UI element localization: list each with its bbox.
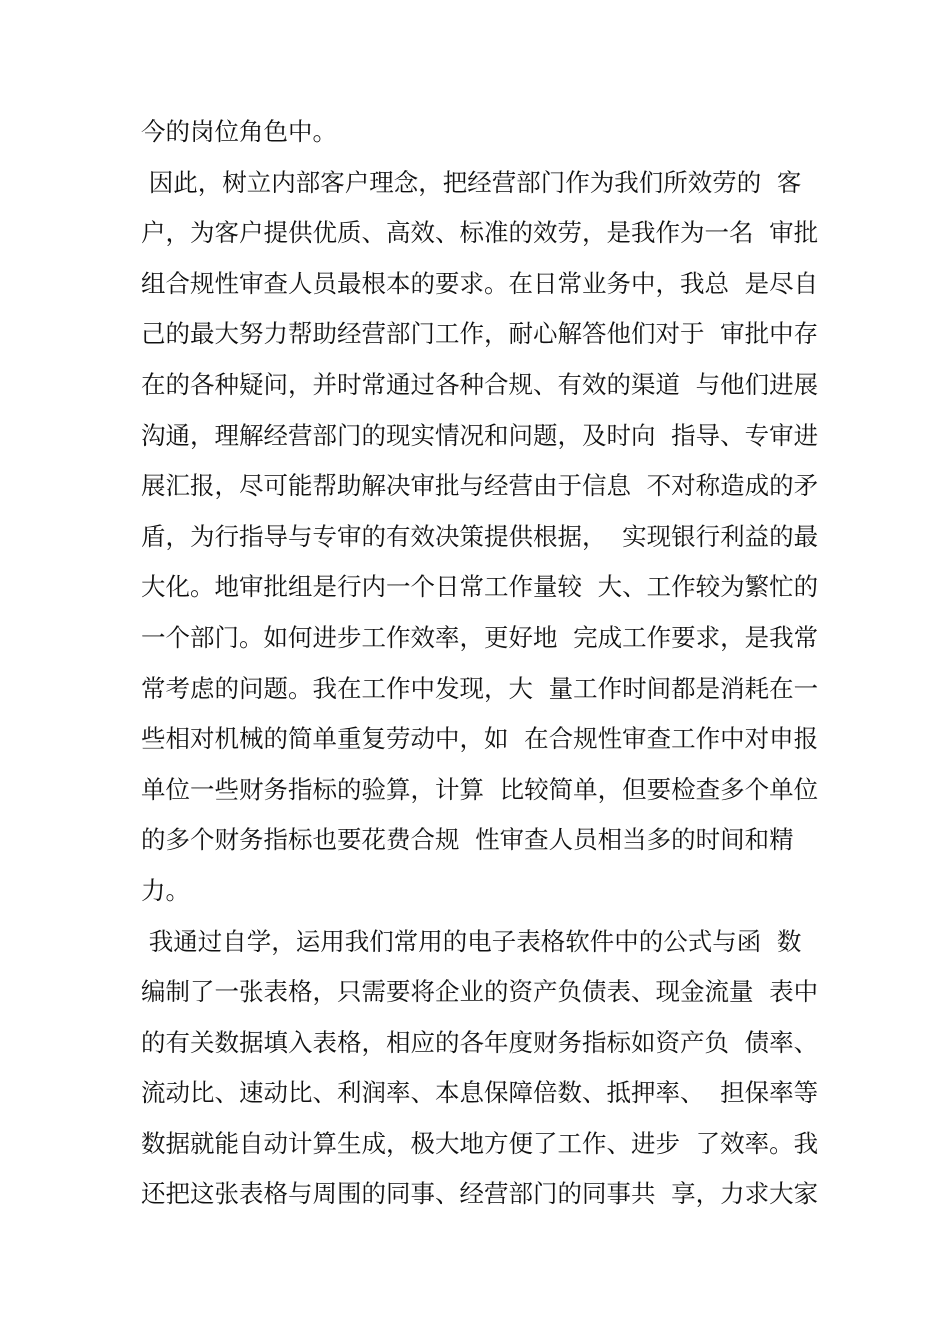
text-line: 因此，树立内部客户理念，把经营部门作为我们所效劳的 客 [141,167,802,197]
text-line: 单位一些财务指标的验算，计算 比较简单，但要检查多个单位 [141,774,819,804]
text-line: 大化。地审批组是行内一个日常工作量较 大、工作较为繁忙的 [141,572,819,602]
body-text [141,107,831,1220]
text-line: 展汇报，尽可能帮助解决审批与经营由于信息 不对称造成的矛 [141,471,819,501]
text-line: 的多个财务指标也要花费合规 性审查人员相当多的时间和精 [141,825,794,855]
text-line: 今的岗位角色中。 [141,117,337,146]
text-line: 在的各种疑问，并时常通过各种合规、有效的渠道 与他们进展 [141,369,819,399]
text-line: 常考虑的问题。我在工作中发现，大 量工作时间都是消耗在一 [141,673,819,703]
text-line: 流动比、速动比、利润率、本息保障倍数、抵押率、 担保率等 [141,1078,819,1108]
text-line: 的有关数据填入表格，相应的各年度财务指标如资产负 债率、 [141,1027,819,1057]
text-line: 我通过自学，运用我们常用的电子表格软件中的公式与函 数 [141,926,802,956]
text-line: 一个部门。如何进步工作效率，更好地 完成工作要求，是我常 [141,622,819,652]
text-line: 些相对机械的简单重复劳动中，如 在合规性审查工作中对申报 [141,724,819,754]
text-line: 沟通，理解经营部门的现实情况和问题，及时向 指导、专审进 [141,420,819,450]
text-line: 力。 [141,875,190,905]
text-line: 编制了一张表格，只需要将企业的资产负债表、现金流量 表中 [141,977,819,1007]
text-line: 组合规性审查人员最根本的要求。在日常业务中，我总 是尽自 [141,268,819,298]
text-line: 户，为客户提供优质、高效、标准的效劳，是我作为一名 审批 [141,218,819,248]
text-line: 己的最大努力帮助经营部门工作，耐心解答他们对于 审批中存 [141,319,819,349]
text-line: 还把这张表格与周围的同事、经营部门的同事共 享，力求大家 [141,1179,819,1209]
text-line: 数据就能自动计算生成，极大地方便了工作、进步 了效率。我 [141,1128,819,1158]
text-line: 盾，为行指导与专审的有效决策提供根据， 实现银行利益的最 [141,521,819,551]
